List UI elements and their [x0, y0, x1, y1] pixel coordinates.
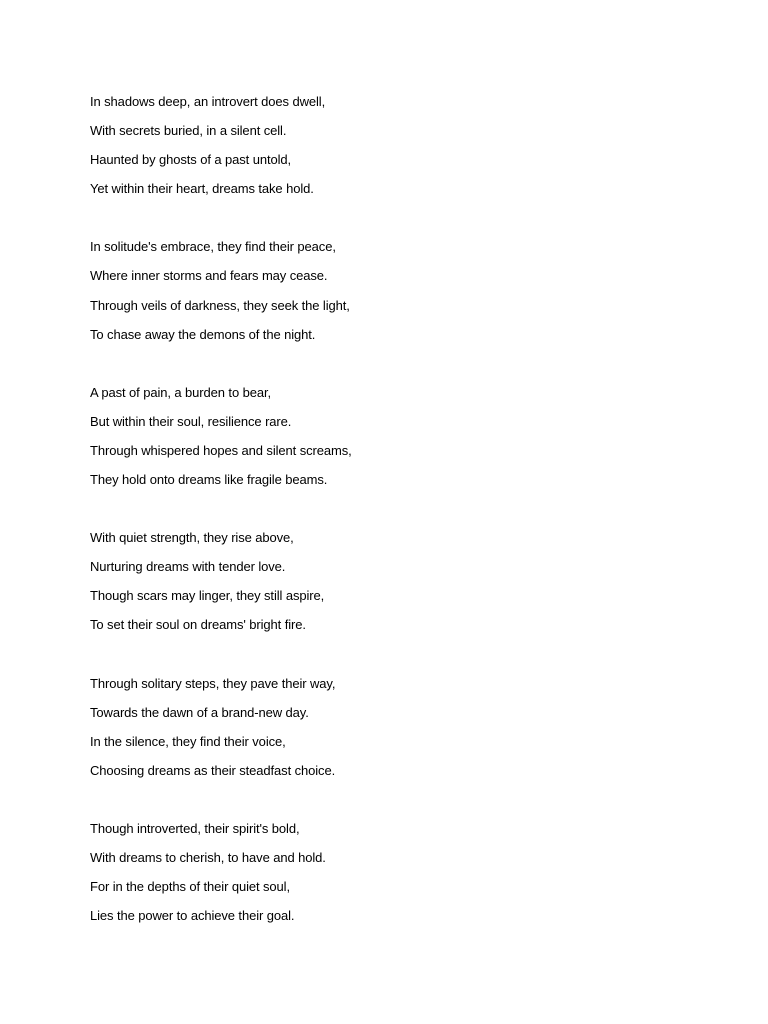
poem-line: Yet within their heart, dreams take hold. [90, 181, 314, 197]
poem-line: Through solitary steps, they pave their way, [90, 675, 336, 691]
poem-line: Though scars may linger, they still aspire, [90, 588, 325, 604]
poem-line: In shadows deep, an introvert does dwell, [90, 94, 326, 109]
poem-line: To chase away the demons of the night. [90, 326, 316, 342]
poem-line: Nurturing dreams with tender love. [90, 559, 286, 575]
poem-line: Where inner storms and fears may cease. [90, 268, 328, 284]
stanza-1 [90, 93, 710, 209]
poem-line: In the silence, they find their voice, [90, 733, 286, 749]
poem-line: A past of pain, a burden to bear, [90, 384, 272, 400]
poem-line: With dreams to cherish, to have and hold. [90, 849, 326, 865]
poem-line: Though introverted, their spirit's bold, [90, 820, 300, 836]
stanza-4 [90, 529, 710, 645]
poem-line: Choosing dreams as their steadfast choice. [90, 762, 336, 778]
poem-line: To set their soul on dreams' bright fire. [90, 617, 306, 633]
stanza-3 [90, 384, 710, 500]
poem-line: For in the depths of their quiet soul, [90, 879, 290, 895]
poem-line: But within their soul, resilience rare. [90, 413, 292, 429]
poem-body [90, 93, 710, 965]
poem-line: With secrets buried, in a silent cell. [90, 123, 287, 139]
poem-line: In solitude's embrace, they find their peace, [90, 239, 336, 255]
poem-line: Towards the dawn of a brand-new day. [90, 704, 309, 720]
stanza-6 [90, 820, 710, 936]
stanza-5 [90, 675, 710, 791]
poem-line: Haunted by ghosts of a past untold, [90, 152, 292, 168]
poem-line: Through veils of darkness, they seek the light, [90, 297, 350, 313]
stanza-2 [90, 238, 710, 354]
poem-line: Lies the power to achieve their goal. [90, 908, 295, 924]
poem-line: With quiet strength, they rise above, [90, 530, 294, 546]
poem-line: Through whispered hopes and silent screams, [90, 442, 352, 458]
poem-line: They hold onto dreams like fragile beams. [90, 472, 328, 488]
